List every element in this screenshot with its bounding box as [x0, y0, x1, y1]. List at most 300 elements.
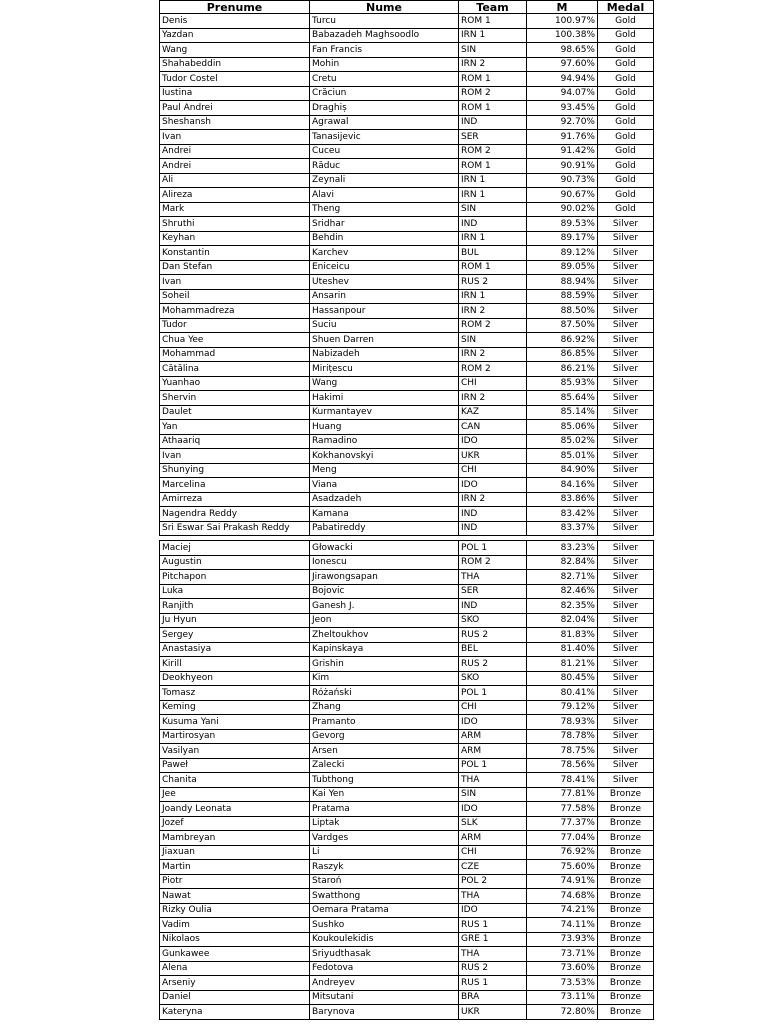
- cell-medal: Gold: [598, 14, 654, 29]
- cell-team: ARM: [459, 831, 527, 846]
- table-row: [160, 217, 654, 232]
- results-table: [159, 0, 654, 1020]
- cell-nume: Ansarin: [310, 289, 459, 304]
- cell-m: 85.64%: [527, 391, 598, 406]
- cell-m: 98.65%: [527, 43, 598, 58]
- cell-nume: Bojovic: [310, 584, 459, 599]
- cell-team: IDO: [459, 478, 527, 493]
- cell-nume: Alavi: [310, 188, 459, 203]
- cell-nume: Fedotova: [310, 961, 459, 976]
- cell-prenume: Shruthi: [160, 217, 310, 232]
- cell-medal: Silver: [598, 628, 654, 643]
- cell-nume: Andreyev: [310, 976, 459, 991]
- cell-prenume: Shunying: [160, 463, 310, 478]
- table-row: [160, 260, 654, 275]
- cell-team: CAN: [459, 420, 527, 435]
- cell-medal: Silver: [598, 584, 654, 599]
- cell-m: 85.02%: [527, 434, 598, 449]
- cell-team: RUS 2: [459, 628, 527, 643]
- cell-medal: Bronze: [598, 1005, 654, 1020]
- cell-team: ROM 2: [459, 144, 527, 159]
- cell-team: SKO: [459, 671, 527, 686]
- cell-nume: Staroń: [310, 874, 459, 889]
- cell-m: 86.21%: [527, 362, 598, 377]
- cell-m: 73.60%: [527, 961, 598, 976]
- cell-team: IDO: [459, 802, 527, 817]
- cell-medal: Bronze: [598, 990, 654, 1005]
- cell-m: 85.14%: [527, 405, 598, 420]
- cell-nume: Behdin: [310, 231, 459, 246]
- cell-nume: Hassanpour: [310, 304, 459, 319]
- cell-medal: Gold: [598, 43, 654, 58]
- cell-m: 83.42%: [527, 507, 598, 522]
- cell-prenume: Ali: [160, 173, 310, 188]
- cell-prenume: Nagendra Reddy: [160, 507, 310, 522]
- cell-prenume: Nawat: [160, 889, 310, 904]
- cell-medal: Silver: [598, 231, 654, 246]
- cell-prenume: Piotr: [160, 874, 310, 889]
- cell-prenume: Mohammad: [160, 347, 310, 362]
- cell-m: 94.07%: [527, 86, 598, 101]
- cell-nume: Głowacki: [310, 541, 459, 556]
- cell-m: 77.58%: [527, 802, 598, 817]
- table-row: [160, 961, 654, 976]
- cell-nume: Jeon: [310, 613, 459, 628]
- cell-prenume: Cătălina: [160, 362, 310, 377]
- header-prenume: Prenume: [160, 1, 310, 14]
- cell-team: RUS 1: [459, 918, 527, 933]
- cell-prenume: Kateryna: [160, 1005, 310, 1020]
- cell-nume: Uteshev: [310, 275, 459, 290]
- cell-m: 72.80%: [527, 1005, 598, 1020]
- cell-prenume: Ivan: [160, 275, 310, 290]
- cell-prenume: Denis: [160, 14, 310, 29]
- cell-nume: Crăciun: [310, 86, 459, 101]
- cell-m: 83.37%: [527, 521, 598, 536]
- cell-team: THA: [459, 570, 527, 585]
- header-team: Team: [459, 1, 527, 14]
- table-row: [160, 362, 654, 377]
- table-row: [160, 405, 654, 420]
- cell-prenume: Yan: [160, 420, 310, 435]
- cell-team: RUS 2: [459, 961, 527, 976]
- cell-medal: Gold: [598, 115, 654, 130]
- cell-prenume: Pitchapon: [160, 570, 310, 585]
- table-row: [160, 449, 654, 464]
- cell-m: 100.97%: [527, 14, 598, 29]
- results-sheet: [159, 0, 654, 1020]
- cell-prenume: Vasilyan: [160, 744, 310, 759]
- cell-team: ROM 2: [459, 318, 527, 333]
- cell-team: SLK: [459, 816, 527, 831]
- table-row: [160, 159, 654, 174]
- cell-prenume: Amirreza: [160, 492, 310, 507]
- table-row: [160, 584, 654, 599]
- cell-prenume: Jozef: [160, 816, 310, 831]
- cell-nume: Tubthong: [310, 773, 459, 788]
- cell-nume: Karchev: [310, 246, 459, 261]
- cell-m: 74.68%: [527, 889, 598, 904]
- cell-nume: Sushko: [310, 918, 459, 933]
- cell-team: IDO: [459, 903, 527, 918]
- cell-team: IND: [459, 115, 527, 130]
- cell-medal: Gold: [598, 86, 654, 101]
- table-row: [160, 434, 654, 449]
- cell-medal: Silver: [598, 304, 654, 319]
- cell-nume: Hakimi: [310, 391, 459, 406]
- table-row: [160, 802, 654, 817]
- cell-m: 78.41%: [527, 773, 598, 788]
- cell-m: 83.86%: [527, 492, 598, 507]
- cell-nume: Viana: [310, 478, 459, 493]
- cell-m: 85.93%: [527, 376, 598, 391]
- table-row: [160, 173, 654, 188]
- cell-prenume: Maciej: [160, 541, 310, 556]
- cell-prenume: Alena: [160, 961, 310, 976]
- cell-team: IRN 1: [459, 289, 527, 304]
- cell-m: 73.11%: [527, 990, 598, 1005]
- cell-m: 78.56%: [527, 758, 598, 773]
- cell-team: IRN 2: [459, 304, 527, 319]
- cell-nume: Suciu: [310, 318, 459, 333]
- cell-nume: Theng: [310, 202, 459, 217]
- cell-m: 89.12%: [527, 246, 598, 261]
- cell-medal: Silver: [598, 391, 654, 406]
- cell-nume: Cuceu: [310, 144, 459, 159]
- cell-m: 100.38%: [527, 28, 598, 43]
- cell-nume: Fan Francis: [310, 43, 459, 58]
- cell-nume: Mohin: [310, 57, 459, 72]
- cell-m: 77.04%: [527, 831, 598, 846]
- table-body-b: [160, 541, 654, 1020]
- cell-nume: Cretu: [310, 72, 459, 87]
- header-m: M: [527, 1, 598, 14]
- cell-team: THA: [459, 947, 527, 962]
- cell-team: IND: [459, 507, 527, 522]
- cell-nume: Sriyudthasak: [310, 947, 459, 962]
- cell-team: POL 1: [459, 686, 527, 701]
- cell-medal: Silver: [598, 700, 654, 715]
- cell-prenume: Sri Eswar Sai Prakash Reddy: [160, 521, 310, 536]
- cell-medal: Silver: [598, 217, 654, 232]
- cell-m: 89.53%: [527, 217, 598, 232]
- table-row: [160, 231, 654, 246]
- cell-prenume: Luka: [160, 584, 310, 599]
- cell-nume: Pabatireddy: [310, 521, 459, 536]
- cell-medal: Bronze: [598, 976, 654, 991]
- cell-m: 85.06%: [527, 420, 598, 435]
- cell-medal: Silver: [598, 773, 654, 788]
- cell-prenume: Gunkawee: [160, 947, 310, 962]
- cell-medal: Gold: [598, 188, 654, 203]
- cell-team: IDO: [459, 434, 527, 449]
- cell-medal: Bronze: [598, 903, 654, 918]
- cell-team: UKR: [459, 1005, 527, 1020]
- cell-m: 86.85%: [527, 347, 598, 362]
- cell-prenume: Soheil: [160, 289, 310, 304]
- cell-team: SIN: [459, 202, 527, 217]
- cell-medal: Bronze: [598, 889, 654, 904]
- cell-team: SER: [459, 584, 527, 599]
- cell-nume: Răduc: [310, 159, 459, 174]
- cell-m: 84.90%: [527, 463, 598, 478]
- cell-nume: Zalecki: [310, 758, 459, 773]
- cell-team: CZE: [459, 860, 527, 875]
- cell-m: 82.46%: [527, 584, 598, 599]
- table-row: [160, 275, 654, 290]
- cell-team: CHI: [459, 845, 527, 860]
- cell-prenume: Nikolaos: [160, 932, 310, 947]
- cell-prenume: Martirosyan: [160, 729, 310, 744]
- cell-m: 84.16%: [527, 478, 598, 493]
- cell-prenume: Paweł: [160, 758, 310, 773]
- cell-team: ARM: [459, 744, 527, 759]
- cell-m: 83.23%: [527, 541, 598, 556]
- cell-medal: Gold: [598, 101, 654, 116]
- header-row: [160, 1, 654, 14]
- table-row: [160, 860, 654, 875]
- cell-medal: Bronze: [598, 947, 654, 962]
- cell-m: 81.40%: [527, 642, 598, 657]
- cell-prenume: Joandy Leonata: [160, 802, 310, 817]
- table-row: [160, 816, 654, 831]
- cell-team: IRN 2: [459, 492, 527, 507]
- cell-nume: Agrawal: [310, 115, 459, 130]
- cell-medal: Silver: [598, 478, 654, 493]
- cell-team: BUL: [459, 246, 527, 261]
- cell-prenume: Kusuma Yani: [160, 715, 310, 730]
- cell-medal: Silver: [598, 613, 654, 628]
- cell-team: SIN: [459, 787, 527, 802]
- cell-nume: Ramadino: [310, 434, 459, 449]
- cell-team: ROM 2: [459, 555, 527, 570]
- cell-team: IRN 1: [459, 188, 527, 203]
- cell-m: 90.02%: [527, 202, 598, 217]
- cell-prenume: Ju Hyun: [160, 613, 310, 628]
- cell-m: 73.53%: [527, 976, 598, 991]
- cell-m: 93.45%: [527, 101, 598, 116]
- cell-nume: Kapinskaya: [310, 642, 459, 657]
- cell-medal: Silver: [598, 715, 654, 730]
- cell-nume: Nabizadeh: [310, 347, 459, 362]
- cell-m: 77.81%: [527, 787, 598, 802]
- cell-medal: Silver: [598, 449, 654, 464]
- cell-team: IRN 2: [459, 391, 527, 406]
- cell-medal: Silver: [598, 420, 654, 435]
- cell-team: SKO: [459, 613, 527, 628]
- cell-nume: Liptak: [310, 816, 459, 831]
- table-row: [160, 990, 654, 1005]
- cell-nume: Zheltoukhov: [310, 628, 459, 643]
- cell-nume: Vardges: [310, 831, 459, 846]
- table-row: [160, 463, 654, 478]
- cell-team: RUS 2: [459, 275, 527, 290]
- cell-prenume: Vadim: [160, 918, 310, 933]
- cell-prenume: Mohammadreza: [160, 304, 310, 319]
- cell-medal: Bronze: [598, 918, 654, 933]
- table-row: [160, 671, 654, 686]
- table-row: [160, 130, 654, 145]
- cell-medal: Bronze: [598, 874, 654, 889]
- table-row: [160, 347, 654, 362]
- table-row: [160, 831, 654, 846]
- cell-prenume: Konstantin: [160, 246, 310, 261]
- cell-m: 82.84%: [527, 555, 598, 570]
- cell-medal: Gold: [598, 159, 654, 174]
- cell-prenume: Arseniy: [160, 976, 310, 991]
- table-row: [160, 43, 654, 58]
- table-row: [160, 903, 654, 918]
- cell-nume: Eniceicu: [310, 260, 459, 275]
- cell-team: SIN: [459, 333, 527, 348]
- cell-prenume: Iustina: [160, 86, 310, 101]
- cell-m: 74.21%: [527, 903, 598, 918]
- cell-prenume: Sergey: [160, 628, 310, 643]
- table-row: [160, 700, 654, 715]
- table-row: [160, 101, 654, 116]
- table-row: [160, 202, 654, 217]
- cell-nume: Arsen: [310, 744, 459, 759]
- cell-team: ROM 1: [459, 101, 527, 116]
- cell-prenume: Kirill: [160, 657, 310, 672]
- table-row: [160, 115, 654, 130]
- cell-team: ROM 1: [459, 159, 527, 174]
- cell-m: 73.71%: [527, 947, 598, 962]
- cell-nume: Sridhar: [310, 217, 459, 232]
- cell-m: 90.91%: [527, 159, 598, 174]
- cell-nume: Swatthong: [310, 889, 459, 904]
- cell-prenume: Chanita: [160, 773, 310, 788]
- cell-nume: Kokhanovskyi: [310, 449, 459, 464]
- cell-team: POL 1: [459, 541, 527, 556]
- table-row: [160, 28, 654, 43]
- cell-team: IRN 1: [459, 173, 527, 188]
- cell-m: 76.92%: [527, 845, 598, 860]
- cell-prenume: Chua Yee: [160, 333, 310, 348]
- cell-m: 88.94%: [527, 275, 598, 290]
- cell-prenume: Jiaxuan: [160, 845, 310, 860]
- cell-nume: Mitsutani: [310, 990, 459, 1005]
- table-row: [160, 478, 654, 493]
- cell-team: BEL: [459, 642, 527, 657]
- cell-team: ROM 2: [459, 86, 527, 101]
- cell-team: UKR: [459, 449, 527, 464]
- table-row: [160, 628, 654, 643]
- table-body-a: [160, 14, 654, 536]
- cell-prenume: Anastasiya: [160, 642, 310, 657]
- cell-nume: Barynova: [310, 1005, 459, 1020]
- cell-prenume: Ivan: [160, 130, 310, 145]
- cell-team: ROM 1: [459, 72, 527, 87]
- cell-team: ROM 1: [459, 260, 527, 275]
- table-row: [160, 773, 654, 788]
- cell-nume: Draghiș: [310, 101, 459, 116]
- cell-medal: Silver: [598, 463, 654, 478]
- cell-team: IRN 1: [459, 28, 527, 43]
- cell-team: IND: [459, 599, 527, 614]
- cell-medal: Silver: [598, 246, 654, 261]
- cell-prenume: Mambreyan: [160, 831, 310, 846]
- cell-prenume: Alireza: [160, 188, 310, 203]
- cell-m: 88.59%: [527, 289, 598, 304]
- cell-team: GRE 1: [459, 932, 527, 947]
- cell-medal: Gold: [598, 144, 654, 159]
- cell-medal: Silver: [598, 376, 654, 391]
- table-row: [160, 715, 654, 730]
- table-row: [160, 1005, 654, 1020]
- cell-team: ROM 1: [459, 14, 527, 29]
- cell-prenume: Daniel: [160, 990, 310, 1005]
- table-row: [160, 758, 654, 773]
- cell-m: 82.04%: [527, 613, 598, 628]
- cell-team: THA: [459, 889, 527, 904]
- cell-nume: Tanasijevic: [310, 130, 459, 145]
- cell-medal: Gold: [598, 28, 654, 43]
- table-row: [160, 541, 654, 556]
- cell-medal: Bronze: [598, 932, 654, 947]
- cell-m: 78.75%: [527, 744, 598, 759]
- table-row: [160, 874, 654, 889]
- cell-medal: Gold: [598, 57, 654, 72]
- header-medal: Medal: [598, 1, 654, 14]
- cell-m: 90.67%: [527, 188, 598, 203]
- table-row: [160, 420, 654, 435]
- cell-m: 97.60%: [527, 57, 598, 72]
- table-row: [160, 14, 654, 29]
- cell-m: 88.50%: [527, 304, 598, 319]
- table-row: [160, 57, 654, 72]
- cell-medal: Bronze: [598, 845, 654, 860]
- cell-prenume: Tomasz: [160, 686, 310, 701]
- cell-m: 92.70%: [527, 115, 598, 130]
- cell-team: POL 2: [459, 874, 527, 889]
- cell-prenume: Andrei: [160, 159, 310, 174]
- cell-m: 80.45%: [527, 671, 598, 686]
- table-row: [160, 304, 654, 319]
- cell-nume: Grishin: [310, 657, 459, 672]
- cell-prenume: Keming: [160, 700, 310, 715]
- cell-medal: Bronze: [598, 860, 654, 875]
- cell-team: POL 1: [459, 758, 527, 773]
- cell-m: 91.76%: [527, 130, 598, 145]
- cell-prenume: Daulet: [160, 405, 310, 420]
- cell-nume: Pratama: [310, 802, 459, 817]
- cell-nume: Raszyk: [310, 860, 459, 875]
- cell-m: 89.05%: [527, 260, 598, 275]
- cell-prenume: Ranjith: [160, 599, 310, 614]
- cell-medal: Bronze: [598, 816, 654, 831]
- cell-team: CHI: [459, 463, 527, 478]
- table-row: [160, 947, 654, 962]
- cell-m: 81.21%: [527, 657, 598, 672]
- cell-medal: Silver: [598, 541, 654, 556]
- cell-medal: Bronze: [598, 831, 654, 846]
- cell-nume: Wang: [310, 376, 459, 391]
- cell-medal: Silver: [598, 507, 654, 522]
- cell-team: CHI: [459, 376, 527, 391]
- table-row: [160, 86, 654, 101]
- cell-medal: Silver: [598, 671, 654, 686]
- cell-m: 75.60%: [527, 860, 598, 875]
- cell-team: ARM: [459, 729, 527, 744]
- cell-medal: Silver: [598, 333, 654, 348]
- cell-nume: Różański: [310, 686, 459, 701]
- cell-team: RUS 1: [459, 976, 527, 991]
- cell-nume: Kim: [310, 671, 459, 686]
- cell-m: 80.41%: [527, 686, 598, 701]
- table-row: [160, 744, 654, 759]
- cell-m: 82.71%: [527, 570, 598, 585]
